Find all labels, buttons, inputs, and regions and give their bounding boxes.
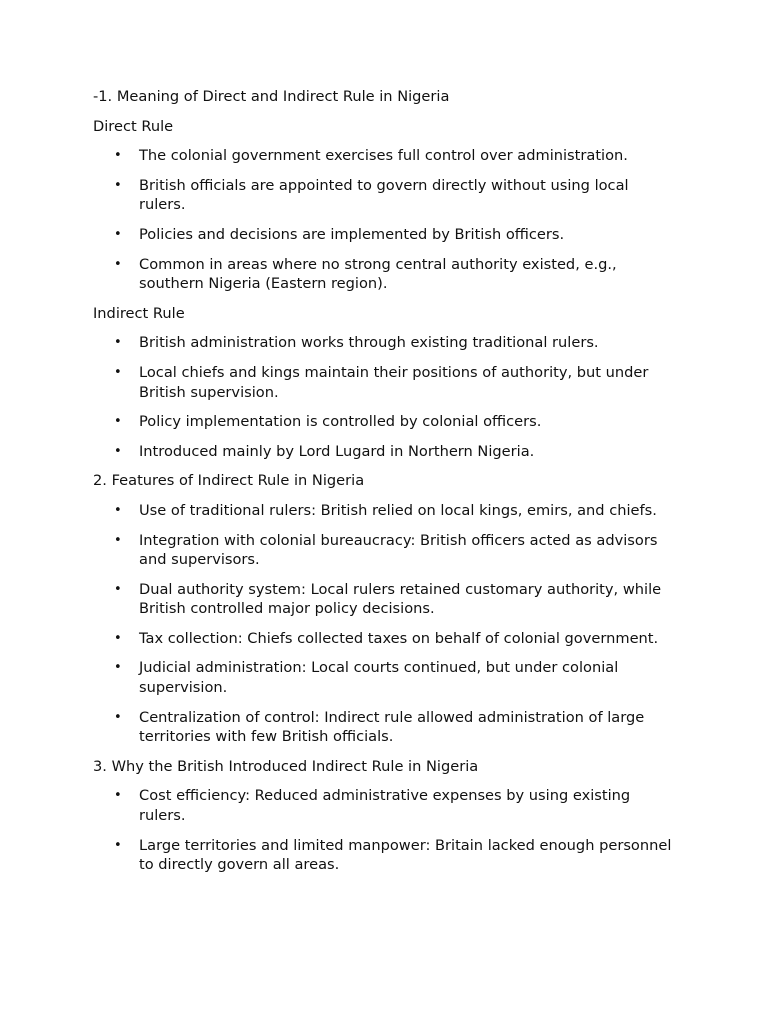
section-heading-indirect-rule: Indirect Rule	[93, 304, 185, 322]
direct-rule-list	[93, 146, 673, 294]
indirect-rule-list	[93, 333, 673, 461]
section-heading-why: 3. Why the British Introduced Indirect Rule in Nigeria	[93, 757, 479, 775]
document-page	[93, 87, 673, 885]
list-item: • Policy implementation is controlled by colonial officers.	[93, 412, 673, 432]
list-item: • Centralization of control: Indirect rule allowed administration of large territories with few British officials.	[93, 708, 673, 747]
list-item: • Judicial administration: Local courts continued, but under colonial supervision.	[93, 658, 673, 697]
list-item: • Introduced mainly by Lord Lugard in Northern Nigeria.	[93, 442, 673, 462]
list-item: • Local chiefs and kings maintain their positions of authority, but under British supervision.	[93, 363, 673, 402]
section-heading-features: 2. Features of Indirect Rule in Nigeria	[93, 472, 365, 490]
list-item: • Use of traditional rulers: British relied on local kings, emirs, and chiefs.	[93, 501, 673, 521]
list-item: • Integration with colonial bureaucracy: British officers acted as advisors and supervisors.	[93, 531, 673, 570]
list-item: • Large territories and limited manpower: Britain lacked enough personnel to directly govern all areas.	[93, 836, 673, 875]
list-item: • Dual authority system: Local rulers retained customary authority, while British controlled major policy decisions.	[93, 580, 673, 619]
section-heading-meaning: -1. Meaning of Direct and Indirect Rule in Nigeria	[93, 88, 450, 105]
list-item: • Common in areas where no strong central authority existed, e.g., southern Nigeria (Eastern region).	[93, 255, 673, 294]
list-item: • The colonial government exercises full control over administration.	[93, 146, 673, 166]
list-item: • Tax collection: Chiefs collected taxes on behalf of colonial government.	[93, 629, 673, 649]
list-item: • Cost efficiency: Reduced administrative expenses by using existing rulers.	[93, 786, 673, 825]
list-item: • British administration works through existing traditional rulers.	[93, 333, 673, 353]
features-list	[93, 501, 673, 747]
list-item: • British officials are appointed to govern directly without using local rulers.	[93, 176, 673, 215]
list-item: • Policies and decisions are implemented by British officers.	[93, 225, 673, 245]
reasons-list	[93, 786, 673, 874]
section-heading-direct-rule: Direct Rule	[93, 117, 174, 135]
